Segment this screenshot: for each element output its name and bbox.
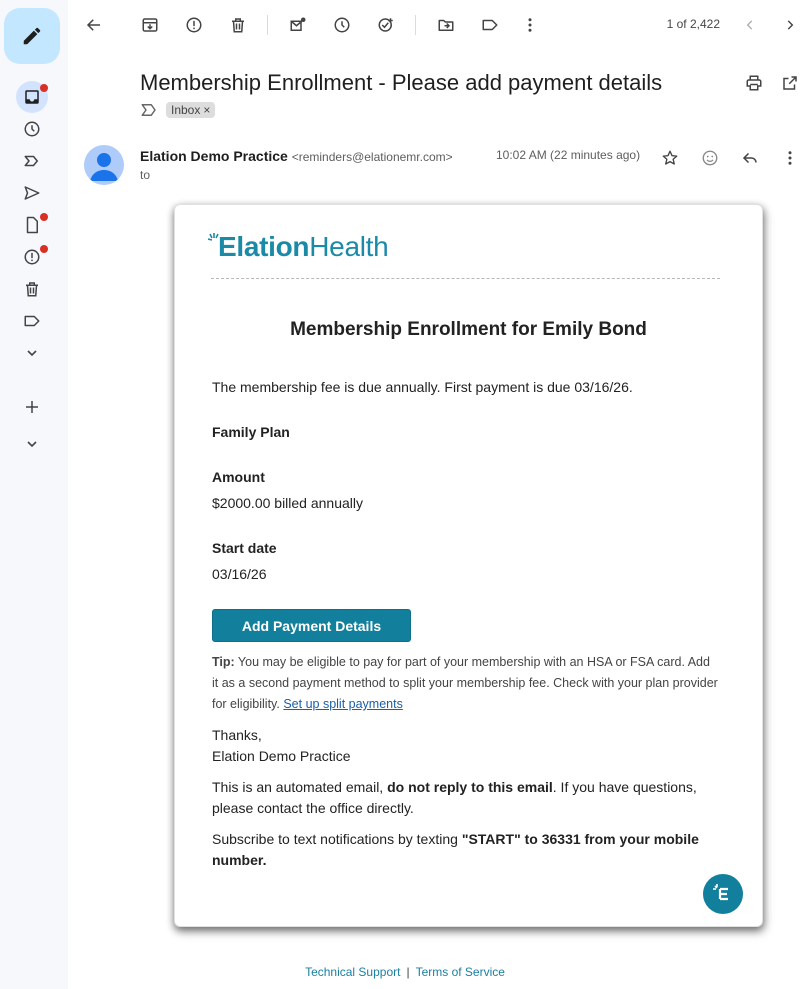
compose-button[interactable] [4,8,60,64]
important-marker-icon[interactable] [140,103,158,117]
newer-button[interactable] [734,9,766,41]
footer-separator: | [406,965,410,979]
sender-name[interactable]: Elation Demo Practice [140,148,288,164]
send-icon [23,184,41,202]
open-new-window-button[interactable] [775,68,805,98]
print-icon [745,74,763,92]
more-options-button[interactable] [514,9,546,41]
amount-value: $2000.00 billed annually [212,495,364,511]
arrow-left-icon [85,16,103,34]
emoji-reaction-button[interactable] [695,143,725,173]
start-date-label: Start date [212,540,277,556]
toolbar-divider [415,15,416,35]
divider [211,278,720,279]
important-nav[interactable] [16,145,48,177]
mark-unread-button[interactable] [282,9,314,41]
labels-nav[interactable] [16,305,48,337]
archive-icon [141,16,159,34]
move-to-folder-icon [437,16,455,34]
snooze-button[interactable] [326,9,358,41]
amount-label: Amount [212,469,265,485]
label-row [140,102,215,118]
create-label-button[interactable] [16,391,48,423]
sender-line [140,148,453,164]
subscribe-prefix: Subscribe to text notifications by texting [212,831,462,847]
split-payments-link[interactable]: Set up split payments [283,697,403,711]
sender-email: <reminders@elationemr.com> [291,150,453,164]
email-subject: Membership Enrollment - Please add payment details [140,70,663,95]
thanks-text: Thanks, [212,727,262,743]
toolbar-divider [267,15,268,35]
unread-dot [40,213,48,221]
avatar[interactable] [84,145,124,185]
intro-text: The membership fee is due annually. First payment is due 03/16/26. [212,379,633,395]
terms-of-service-link[interactable]: Terms of Service [415,965,505,979]
tip-body: You may be eligible to pay for part of your membership with an HSA or FSA card. Add it as a second payment method to split your membership fee. Check with your plan provider for eligibility. [212,655,718,711]
move-to-button[interactable] [430,9,462,41]
older-button[interactable] [774,9,806,41]
delete-button[interactable] [222,9,254,41]
chevron-right-icon [783,18,797,32]
unread-dot [40,245,48,253]
plus-icon [23,398,41,416]
trash-nav[interactable] [16,273,48,305]
label-chip-text: Inbox [171,103,201,117]
sent-nav[interactable] [16,177,48,209]
label-icon [23,312,41,330]
trash-icon [23,280,41,298]
recipient-line[interactable]: to [140,168,151,182]
tip-text [212,652,718,715]
subscribe-notice [212,829,718,871]
email-footer [0,965,810,979]
chevron-left-icon [743,18,757,32]
labels-expand[interactable] [16,428,48,460]
spam-icon [23,248,41,266]
snoozed-nav[interactable] [16,113,48,145]
elation-health-logo [208,233,388,261]
clock-icon [333,16,351,34]
archive-button[interactable] [134,9,166,41]
print-button[interactable] [739,68,769,98]
add-to-tasks-button[interactable] [370,9,402,41]
report-spam-button[interactable] [178,9,210,41]
add-task-icon [377,16,395,34]
reply-icon [741,149,759,167]
person-icon [84,145,124,185]
remove-label-icon[interactable]: × [203,103,211,117]
plan-name: Family Plan [212,424,290,440]
emoji-icon [701,149,719,167]
automated-notice-suffix: . If you have questions, please contact the office directly. [212,779,697,816]
card-title: Membership Enrollment for Emily Bond [290,319,647,340]
timestamp: 10:02 AM (22 minutes ago) [496,148,641,162]
inbox-label-chip [166,102,215,118]
star-button[interactable] [655,143,685,173]
back-button[interactable] [78,9,110,41]
drafts-nav[interactable] [16,209,48,241]
automated-notice-prefix: This is an automated email, [212,779,388,795]
label-icon [481,16,499,34]
spam-nav[interactable] [16,241,48,273]
pencil-icon [21,25,43,47]
subscribe-bold: "START" to 36331 from your mobile number. [212,831,699,868]
left-rail [0,0,68,989]
elation-badge-icon [703,874,743,914]
spam-icon [185,16,203,34]
tip-label: Tip: [212,655,235,669]
automated-notice [212,777,718,819]
chevron-down-icon [24,345,40,361]
star-icon [661,149,679,167]
more-vert-icon [521,16,539,34]
draft-icon [23,216,41,234]
labels-button[interactable] [474,9,506,41]
reply-button[interactable] [735,143,765,173]
automated-notice-bold: do not reply to this email [387,779,553,795]
inbox-nav[interactable] [16,81,48,113]
email-body-card [174,204,763,927]
trash-icon [229,16,247,34]
technical-support-link[interactable]: Technical Support [305,965,401,979]
open-in-new-icon [781,74,799,92]
important-icon [23,152,41,170]
message-toolbar [68,0,810,50]
logo-text-bold: Elation [218,231,310,262]
more-vert-icon [781,149,799,167]
inbox-icon [23,88,41,106]
clock-icon [23,120,41,138]
pager-count: 1 of 2,422 [666,17,720,31]
logo-text-light: Health [309,231,389,262]
chevron-down-icon [24,436,40,452]
message-more-button[interactable] [775,143,805,173]
add-payment-details-button[interactable]: Add Payment Details [212,609,411,642]
start-date-value: 03/16/26 [212,566,267,582]
more-nav[interactable] [16,337,48,369]
unread-dot [40,84,48,92]
mark-unread-icon [289,16,307,34]
signature-text: Elation Demo Practice [212,748,351,764]
